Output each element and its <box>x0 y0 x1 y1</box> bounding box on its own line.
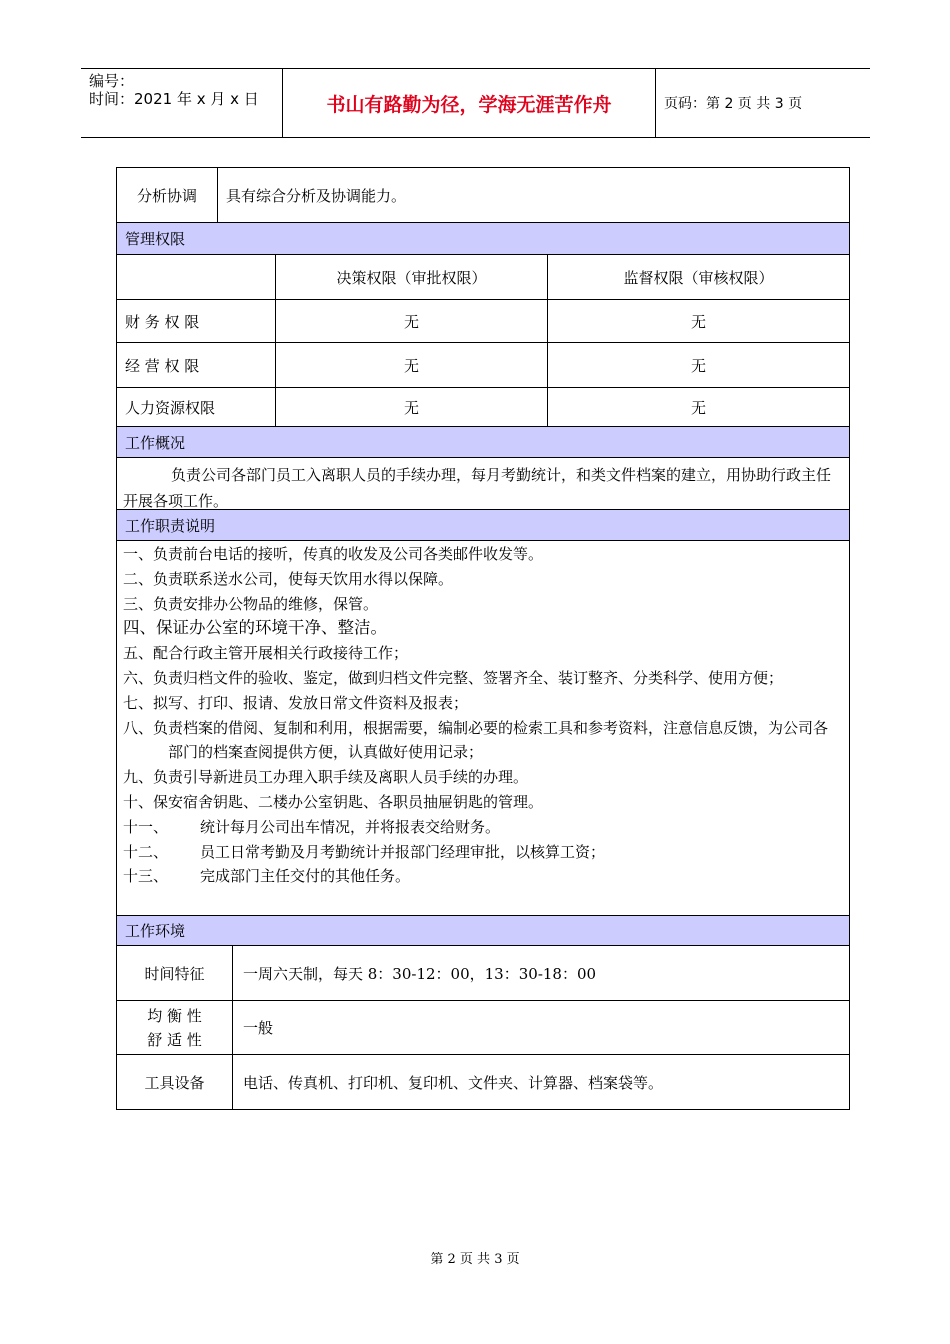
authority-header-row <box>117 255 849 300</box>
page-info: 页码：第 2 页 共 3 页 <box>664 96 803 112</box>
overview-title: 工作概况 <box>125 433 186 452</box>
number-label: 编号： <box>89 72 135 90</box>
list-item: 十三、 完成部门主任交付的其他任务。 <box>123 867 411 886</box>
environment-section-title <box>117 916 849 946</box>
list-item: 六、负责归档文件的验收、鉴定，做到归档文件完整、签署齐全、装订整齐、分类科学、使用方便； <box>123 668 784 687</box>
list-item: 十一、 统计每月公司出车情况，并将报表交给财务。 <box>123 817 501 836</box>
authority-row <box>117 388 849 427</box>
supervise-value: 无 <box>547 300 849 342</box>
authority-corner <box>117 255 275 299</box>
authority-row-label: 人力资源权限 <box>125 398 216 417</box>
environment-row <box>117 1055 849 1109</box>
decision-value: 无 <box>275 388 547 426</box>
list-item: 二、负责联系送水公司，使每天饮用水得以保障。 <box>123 569 454 588</box>
list-item: 四、保证办公室的环境干净、整洁。 <box>123 618 387 638</box>
page-footer: 第 2 页 共 3 页 <box>430 1252 520 1267</box>
duties-list <box>117 541 849 916</box>
authority-row-label: 经 营 权 限 <box>125 356 200 375</box>
authority-section-title <box>117 223 849 255</box>
environment-value: 一周六天制，每天 8：30-12：00，13：30-18：00 <box>232 946 849 1000</box>
list-item: 七、拟写、打印、报请、发放日常文件资料及报表； <box>123 693 469 712</box>
list-item: 一、负责前台电话的接听，传真的收发及公司各类邮件收发等。 <box>123 545 544 563</box>
authority-row <box>117 343 849 388</box>
motto: 书山有路勤为径，学海无涯苦作舟 <box>282 69 656 137</box>
decision-value: 无 <box>275 300 547 342</box>
analysis-label: 分析协调 <box>136 186 197 205</box>
list-item: 八、负责档案的借阅、复制和利用，根据需要，编制必要的检索工具和参考资料，注意信息反馈，为公司各部门的档案查阅提供方便，认真做好使用记录； <box>123 718 829 762</box>
environment-label <box>117 1001 232 1054</box>
balance-label: 均 衡 性 <box>147 1006 202 1025</box>
supervise-value: 无 <box>547 343 849 387</box>
environment-value: 一般 <box>232 1001 849 1054</box>
job-description-table <box>116 167 850 1110</box>
supervise-value: 无 <box>547 388 849 426</box>
list-item: 十、保安宿舍钥匙、二楼办公室钥匙、各职员抽屉钥匙的管理。 <box>123 792 544 811</box>
list-item: 十二、 员工日常考勤及月考勤统计并报部门经理审批，以核算工资； <box>123 842 606 861</box>
authority-row <box>117 300 849 343</box>
list-item: 三、负责安排办公物品的维修，保管。 <box>123 594 379 613</box>
overview-text: 负责公司各部门员工入离职人员的手续办理，每月考勤统计，和类文件档案的建立，用协助行政主任开展各项工作。 <box>117 458 849 510</box>
environment-row <box>117 946 849 1001</box>
authority-row-label: 财 务 权 限 <box>125 312 200 331</box>
environment-value: 电话、传真机、打印机、复印机、文件夹、计算器、档案袋等。 <box>232 1055 849 1109</box>
environment-label: 时间特征 <box>144 964 205 983</box>
analysis-row <box>117 168 849 223</box>
overview-section-title <box>117 427 849 458</box>
header-meta <box>81 69 281 137</box>
environment-title: 工作环境 <box>125 922 186 940</box>
duties-section-title <box>117 510 849 541</box>
date-label: 时间：2021 年 x 月 x 日 <box>89 90 259 108</box>
decision-value: 无 <box>275 343 547 387</box>
environment-row <box>117 1001 849 1055</box>
page-header <box>81 68 870 138</box>
supervise-header: 监督权限（审核权限） <box>547 255 849 299</box>
list-item: 五、配合行政主管开展相关行政接待工作； <box>123 644 409 663</box>
environment-label: 工具设备 <box>144 1073 205 1092</box>
duties-title: 工作职责说明 <box>125 516 216 535</box>
authority-title: 管理权限 <box>125 230 186 248</box>
decision-header: 决策权限（审批权限） <box>275 255 547 299</box>
comfort-label: 舒 适 性 <box>147 1030 202 1049</box>
analysis-value: 具有综合分析及协调能力。 <box>217 168 849 222</box>
list-item: 九、负责引导新进员工办理入职手续及离职人员手续的办理。 <box>123 768 529 787</box>
